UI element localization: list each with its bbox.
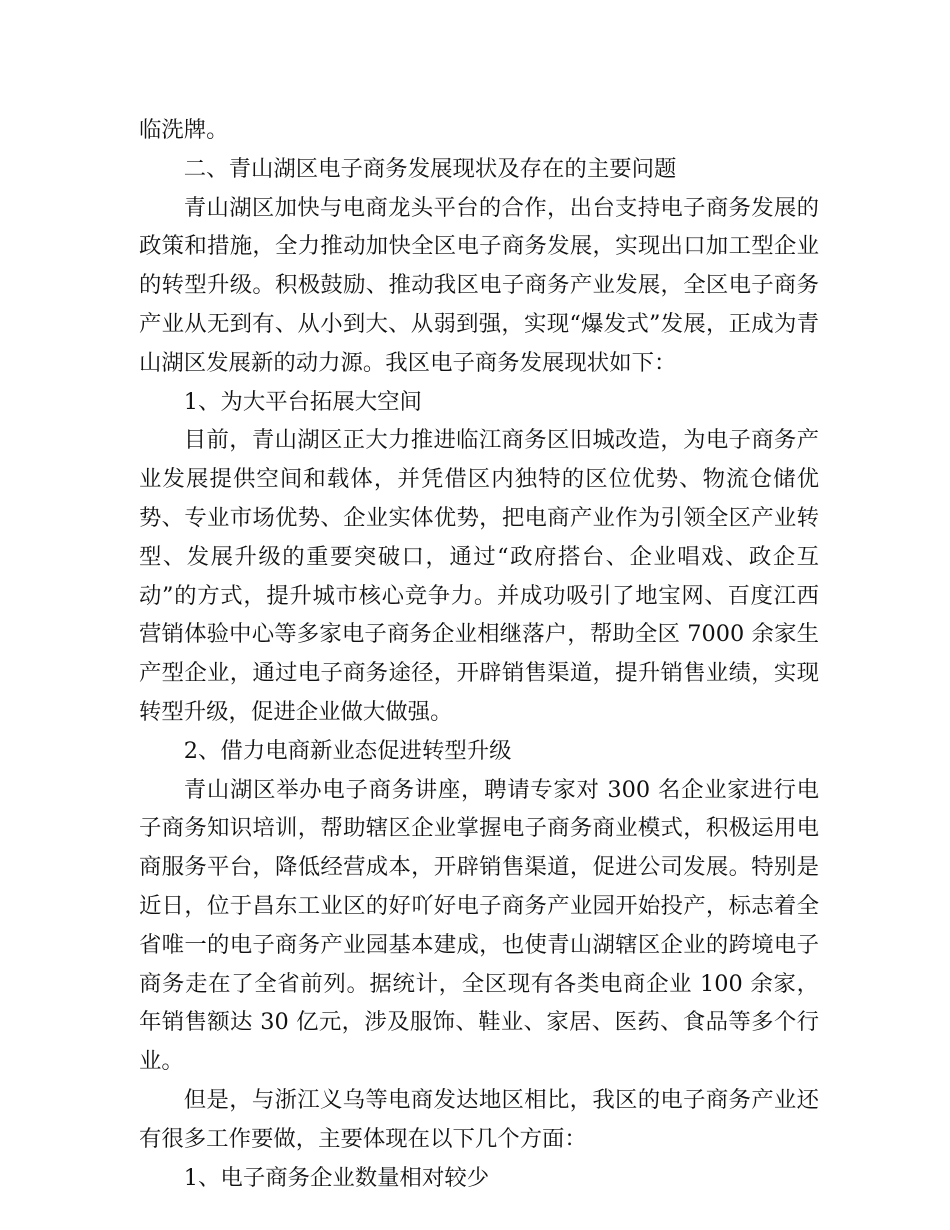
paragraph-platform: 目前，青山湖区正大力推进临江商务区旧城改造，为电子商务产业发展提供空间和载体，并凭借区内独特的区位优势、物流仓储优势、专业市场优势、企业实体优势，把电商产业作为引领全区产业转型、发展升级的重要突破口，通过“政府搭台、企业唱戏、政企互动”的方式，提升城市核心竞争力。并成功吸引了地宝网、百度江西营销体验中心等多家电子商务企业相继落户，帮助全区 7000 余家生产型企业，通过电子商务途径，开辟销售渠道，提升销售业绩，实现转型升级，促进企业做大做强。: [139, 427, 819, 725]
subheading-1: 1、为大平台拓展大空间: [183, 388, 422, 415]
subheading-problem-1: 1、电子商务企业数量相对较少: [183, 1164, 490, 1191]
paragraph-continuation: 临洗牌。: [139, 117, 229, 143]
section-heading: 二、青山湖区电子商务发展现状及存在的主要问题: [183, 155, 677, 182]
subheading-2: 2、借力电商新业态促进转型升级: [183, 737, 512, 764]
paragraph-intro: 青山湖区加快与电商龙头平台的合作，出台支持电子商务发展的政策和措施，全力推动加快全区电子商务发展，实现出口加工型企业的转型升级。积极鼓励、推动我区电子商务产业发展，全区电子商务产业从无到有、从小到大、从弱到强，实现“爆发式”发展，正成为青山湖区发展新的动力源。我区电子商务发展现状如下：: [139, 194, 819, 376]
document-body: [139, 111, 819, 1197]
paragraph-training: 青山湖区举办电子商务讲座，聘请专家对 300 名企业家进行电子商务知识培训，帮助辖区企业掌握电子商务商业模式，积极运用电商服务平台，降低经营成本，开辟销售渠道，促进公司发展。特别是近日，位于昌东工业区的好吖好电子商务产业园开始投产，标志着全省唯一的电子商务产业园基本建成，也使青山湖辖区企业的跨境电子商务走在了全省前列。据统计，全区现有各类电商企业 100 余家，年销售额达 30 亿元，涉及服饰、鞋业、家居、医药、食品等多个行业。: [139, 776, 819, 1075]
paragraph-comparison: 但是，与浙江义乌等电商发达地区相比，我区的电子商务产业还有很多工作要做，主要体现在以下几个方面：: [139, 1086, 819, 1152]
